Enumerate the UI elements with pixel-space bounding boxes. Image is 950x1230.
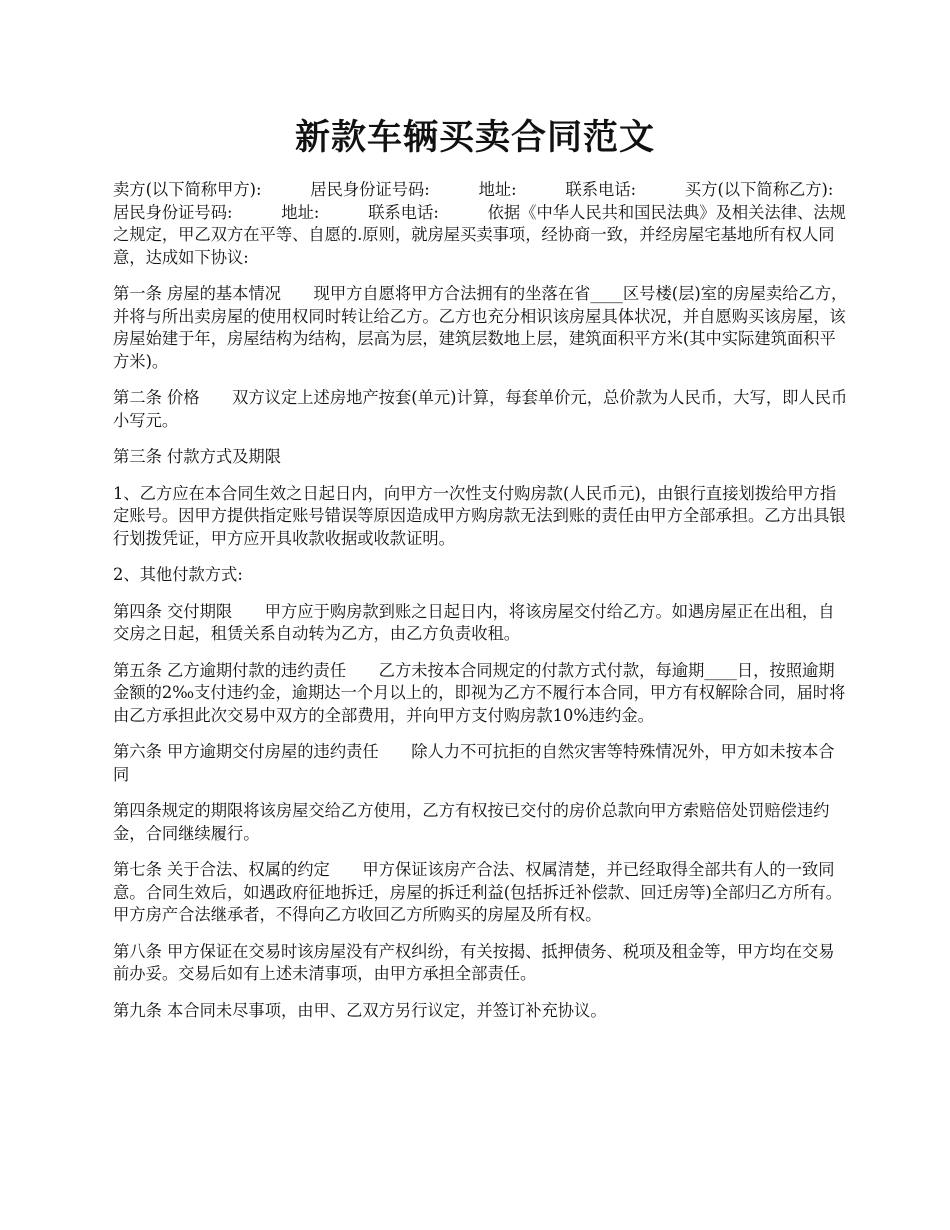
article-1-paragraph: 第一条 房屋的基本情况 现甲方自愿将甲方合法拥有的坐落在省____区号楼(层)室的房屋卖给乙方，并将与所出卖房屋的使用权同时转让给乙方。乙方也充分相识该房屋具体状况，并自愿购买该房屋，该房屋始建于年，房屋结构为结构，层高为层，建筑层数地上层，建筑面积平方米(其中实际建筑面积平方米)。 bbox=[113, 284, 848, 371]
document-title: 新款车辆买卖合同范文 bbox=[294, 117, 655, 158]
article-6-paragraph: 第六条 甲方逾期交付房屋的违约责任 除人力不可抗拒的自然灾害等特殊情况外，甲方如未按本合同 bbox=[113, 742, 835, 784]
article-3-heading: 第三条 付款方式及期限 bbox=[113, 447, 281, 466]
document-body bbox=[113, 179, 883, 1036]
article-2-paragraph: 第二条 价格 双方议定上述房地产按套(单元)计算，每套单价元，总价款为人民币，大写，即人民币小写元。 bbox=[113, 388, 848, 430]
article-9-paragraph: 第九条 本合同未尽事项，由甲、乙双方另行议定，并签订补充协议。 bbox=[113, 1000, 607, 1020]
article-7-paragraph: 第七条 关于合法、权属的约定 甲方保证该房产合法、权属清楚，并已经取得全部共有人的一致同意。合同生效后，如遇政府征地拆迁，房屋的拆迁利益(包括拆迁补偿款、回迁房等)全部归乙方所有。甲方房产合法继承者，不得向乙方收回乙方所购买的房屋及所有权。 bbox=[113, 860, 843, 924]
article-6-continuation: 第四条规定的期限将该房屋交给乙方使用，乙方有权按已交付的房价总款向甲方索赔倍处罚赔偿违约金，合同继续履行。 bbox=[113, 801, 830, 843]
preamble-paragraph: 卖方(以下简称甲方): 居民身份证号码: 地址: 联系电话: 买方(以下简称乙方): 居民身份证号码: 地址: 联系电话: 依据《中华人民共和国民法典》及相关法律、法规之规定，甲乙双方在平等、自愿的.原则，就房屋买卖事项，经协商一致，并经房屋宅基地所有权人同意，达成如下协议: bbox=[113, 180, 883, 267]
article-5-paragraph: 第五条 乙方逾期付款的违约责任 乙方未按本合同规定的付款方式付款，每逾期____日，按照逾期金额的2‰支付违约金，逾期达一个月以上的，即视为乙方不履行本合同，甲方有权解除合同，届时将由乙方承担此次交易中双方的全部费用，并向甲方支付购房款10%违约金。 bbox=[113, 660, 846, 725]
article-8-paragraph: 第八条 甲方保证在交易时该房屋没有产权纠纷，有关按揭、抵押债务、税项及租金等，甲方均在交易前办妥。交易后如有上述未清事项，由甲方承担全部责任。 bbox=[113, 941, 835, 983]
article-3-item-2: 2、其他付款方式: bbox=[113, 565, 243, 584]
article-4-paragraph: 第四条 交付期限 甲方应于购房款到账之日起日内，将该房屋交付给乙方。如遇房屋正在出租，自交房之日起，租赁关系自动转为乙方，由乙方负责收租。 bbox=[113, 601, 835, 643]
article-3-item-1: 1、乙方应在本合同生效之日起日内，向甲方一次性支付购房款(人民币元)，由银行直接划拨给甲方指定账号。因甲方提供指定账号错误等原因造成甲方购房款无法到账的责任由甲方全部承担。乙方出具银行划拨凭证，甲方应开具收款收据或收款证明。 bbox=[113, 483, 846, 548]
